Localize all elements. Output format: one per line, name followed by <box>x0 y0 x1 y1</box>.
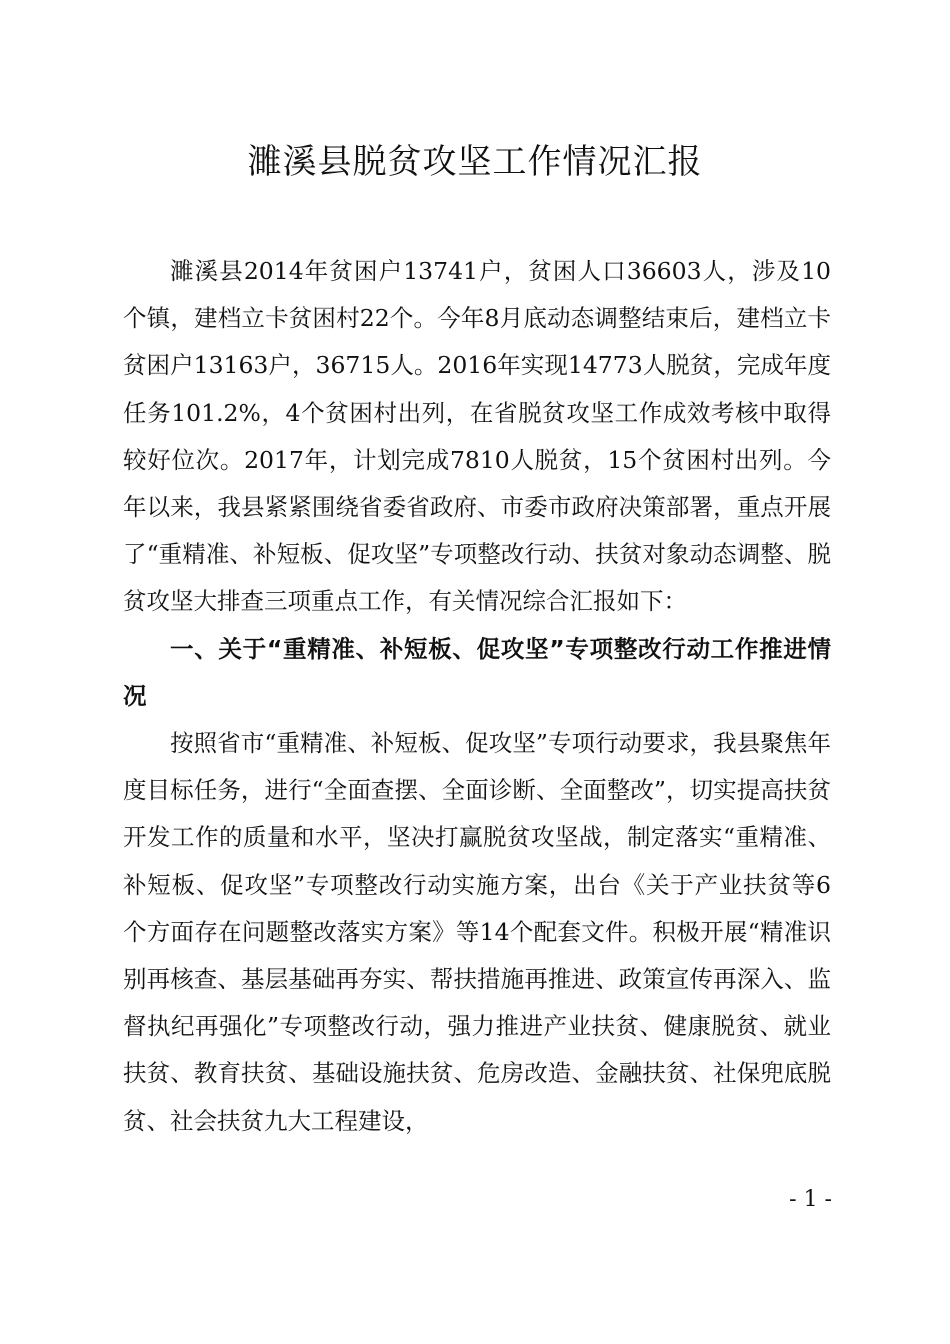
section-heading-1: 一、关于“重精准、补短板、促攻坚”专项整改行动工作推进情况 <box>123 634 831 710</box>
document-title: 濉溪县脱贫攻坚工作情况汇报 <box>247 142 703 182</box>
section-1-paragraph: 按照省市“重精准、补短板、促攻坚”专项行动要求，我县聚焦年度目标任务，进行“全面查摆、全面诊断、全面整改”，切实提高扶贫开发工作的质量和水平，坚决打赢脱贫攻坚战，制定落实“重精准、补短板、促攻坚”专项整改行动实施方案，出台《关于产业扶贫等6个方面存在问题整改落实方案》等14个配套文件。积极开展“精准识别再核查、基层基础再夯实、帮扶措施再推进、政策宣传再深入、监督执纪再强化”专项整改行动，强力推进产业扶贫、健康脱贫、就业扶贫、教育扶贫、基础设施扶贫、危房改造、金融扶贫、社保兜底脱贫、社会扶贫九大工程建设， <box>123 729 831 1135</box>
intro-paragraph: 濉溪县2014年贫困户13741户，贫困人口36603人，涉及10个镇，建档立卡贫困村22个。今年8月底动态调整结束后，建档立卡贫困户13163户，36715人。2016年实现14773人脱贫，完成年度任务101.2%，4个贫困村出列，在省脱贫攻坚工作成效考核中取得较好位次。2017年，计划完成7810人脱贫，15个贫困村出列。今年以来，我县紧紧围绕省委省政府、市委市政府决策部署，重点开展了“重精准、补短板、促攻坚”专项整改行动、扶贫对象动态调整、脱贫攻坚大排查三项重点工作，有关情况综合汇报如下： <box>123 257 831 616</box>
page-number: - 1 - <box>789 1187 832 1212</box>
document-body <box>123 248 831 1145</box>
